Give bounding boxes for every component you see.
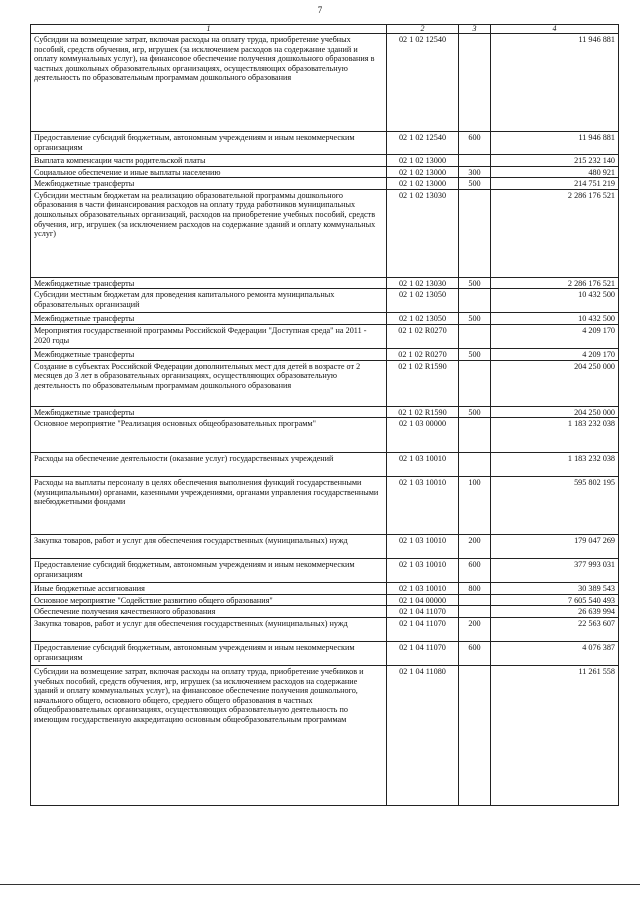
row-sum: 2 286 176 521	[491, 277, 619, 289]
row-type: 500	[459, 277, 491, 289]
table-row	[31, 277, 619, 289]
table-row	[31, 132, 619, 155]
row-sum: 4 209 170	[491, 324, 619, 348]
row-name: Предоставление субсидий бюджетным, автономным учреждениям и иным некоммерческим организациям	[31, 132, 387, 155]
row-sum: 10 432 500	[491, 313, 619, 325]
row-type: 200	[459, 617, 491, 641]
row-type	[459, 453, 491, 477]
table-row	[31, 535, 619, 559]
row-type: 200	[459, 535, 491, 559]
row-sum: 377 993 031	[491, 559, 619, 583]
table-row	[31, 406, 619, 418]
row-name: Межбюджетные трансферты	[31, 313, 387, 325]
table-row	[31, 34, 619, 132]
row-sum: 204 250 000	[491, 360, 619, 406]
table-row	[31, 559, 619, 583]
table-row	[31, 477, 619, 535]
row-type: 100	[459, 477, 491, 535]
row-name: Субсидии на возмещение затрат, включая расходы на оплату труда, приобретение учебных пособий, средств обучения, игр, игрушек (за исключением расходов на содержание зданий и оплату коммунальных услуг), на финансовое обеспечение получения дошкольного образования в частных дошкольных образовательных организациях, осуществляющих образовательную деятельность по образовательным программам дошкольного образования	[31, 34, 387, 132]
row-name: Иные бюджетные ассигнования	[31, 583, 387, 595]
row-sum: 204 250 000	[491, 406, 619, 418]
table-row	[31, 348, 619, 360]
row-name: Межбюджетные трансферты	[31, 348, 387, 360]
row-sum: 179 047 269	[491, 535, 619, 559]
row-code: 02 1 04 11070	[387, 606, 459, 618]
row-code: 02 1 02 13030	[387, 189, 459, 277]
row-type: 600	[459, 641, 491, 665]
row-name: Закупка товаров, работ и услуг для обеспечения государственных (муниципальных) нужд	[31, 617, 387, 641]
column-number-type: 3	[459, 25, 491, 34]
row-sum: 214 751 219	[491, 178, 619, 190]
row-sum: 11 261 558	[491, 665, 619, 805]
row-code: 02 1 02 R0270	[387, 324, 459, 348]
row-sum: 7 605 540 493	[491, 594, 619, 606]
row-code: 02 1 03 10010	[387, 583, 459, 595]
row-type: 600	[459, 559, 491, 583]
row-sum: 26 639 994	[491, 606, 619, 618]
table-row	[31, 641, 619, 665]
row-name: Основное мероприятие "Реализация основных общеобразовательных программ"	[31, 418, 387, 453]
page-number: 7	[317, 5, 323, 15]
row-name: Создание в субъектах Российской Федерации дополнительных мест для детей в возрасте от 2 месяцев до 3 лет в образовательных организациях, осуществляющих образовательную деятельность по образовательным программам дошкольного образования	[31, 360, 387, 406]
bottom-rule	[0, 884, 640, 885]
column-number-code: 2	[387, 25, 459, 34]
row-type: 500	[459, 313, 491, 325]
table-row	[31, 189, 619, 277]
row-type	[459, 34, 491, 132]
row-type	[459, 418, 491, 453]
row-name: Межбюджетные трансферты	[31, 406, 387, 418]
row-sum: 480 921	[491, 166, 619, 178]
row-sum: 11 946 881	[491, 132, 619, 155]
table-row	[31, 313, 619, 325]
row-name: Предоставление субсидий бюджетным, автономным учреждениям и иным некоммерческим организациям	[31, 641, 387, 665]
table-row	[31, 594, 619, 606]
row-sum: 4 209 170	[491, 348, 619, 360]
row-type	[459, 155, 491, 167]
row-code: 02 1 04 00000	[387, 594, 459, 606]
table-row	[31, 617, 619, 641]
row-name: Межбюджетные трансферты	[31, 277, 387, 289]
row-code: 02 1 03 10010	[387, 477, 459, 535]
row-code: 02 1 02 12540	[387, 34, 459, 132]
row-code: 02 1 02 13000	[387, 178, 459, 190]
row-type	[459, 665, 491, 805]
row-code: 02 1 02 13000	[387, 155, 459, 167]
row-code: 02 1 03 10010	[387, 453, 459, 477]
row-code: 02 1 02 R1590	[387, 406, 459, 418]
row-sum: 30 389 543	[491, 583, 619, 595]
row-sum: 1 183 232 038	[491, 418, 619, 453]
row-type: 500	[459, 178, 491, 190]
table-row	[31, 155, 619, 167]
row-name: Предоставление субсидий бюджетным, автономным учреждениям и иным некоммерческим организациям	[31, 559, 387, 583]
table-row	[31, 665, 619, 805]
row-sum: 10 432 500	[491, 289, 619, 313]
row-sum: 2 286 176 521	[491, 189, 619, 277]
row-code: 02 1 02 13000	[387, 166, 459, 178]
row-name: Обеспечение получения качественного образования	[31, 606, 387, 618]
row-sum: 1 183 232 038	[491, 453, 619, 477]
row-name: Мероприятия государственной программы Российской Федерации "Доступная среда" на 2011 - 2020 годы	[31, 324, 387, 348]
row-name: Закупка товаров, работ и услуг для обеспечения государственных (муниципальных) нужд	[31, 535, 387, 559]
row-name: Субсидии местным бюджетам на реализацию образовательной программы дошкольного образования в части финансирования расходов на оплату труда работников муниципальных дошкольных образовательных организаций, расходов на приобретение учебных пособий, средств обучения, игр, игрушек (за исключением расходов на содержание зданий и оплату коммунальных услуг)	[31, 189, 387, 277]
row-name: Субсидии местным бюджетам для проведения капитального ремонта муниципальных образовательных организаций	[31, 289, 387, 313]
row-name: Расходы на обеспечение деятельности (оказание услуг) государственных учреждений	[31, 453, 387, 477]
table-row	[31, 166, 619, 178]
row-code: 02 1 02 12540	[387, 132, 459, 155]
row-type: 500	[459, 406, 491, 418]
row-name: Расходы на выплаты персоналу в целях обеспечения выполнения функций государственными (муниципальными) органами, казенными учреждениями, органами управления государственными внебюджетными фондами	[31, 477, 387, 535]
row-code: 02 1 03 00000	[387, 418, 459, 453]
row-code: 02 1 04 11070	[387, 641, 459, 665]
row-code: 02 1 02 13050	[387, 313, 459, 325]
row-name: Выплата компенсации части родительской платы	[31, 155, 387, 167]
row-name: Субсидии на возмещение затрат, включая расходы на оплату труда, приобретение учебников и учебных пособий, средств обучения, игр, игрушек (за исключением расходов на содержание зданий и оплату коммунальных услуг), на финансовое обеспечение получения дошкольного, начального общего, основного общего, среднего общего образования в частных общеобразовательных организациях, осуществляющих образовательную деятельность по имеющим государственную аккредитацию основным общеобразовательным программам	[31, 665, 387, 805]
row-type	[459, 594, 491, 606]
row-type: 600	[459, 132, 491, 155]
column-number-name: 1	[31, 25, 387, 34]
row-sum: 215 232 140	[491, 155, 619, 167]
row-code: 02 1 04 11070	[387, 617, 459, 641]
table-row	[31, 418, 619, 453]
row-sum: 11 946 881	[491, 34, 619, 132]
row-type	[459, 360, 491, 406]
row-name: Межбюджетные трансферты	[31, 178, 387, 190]
table-row	[31, 360, 619, 406]
row-code: 02 1 02 R1590	[387, 360, 459, 406]
row-type	[459, 189, 491, 277]
row-type: 800	[459, 583, 491, 595]
row-type: 300	[459, 166, 491, 178]
row-code: 02 1 03 10010	[387, 559, 459, 583]
row-name: Основное мероприятие "Содействие развитию общего образования"	[31, 594, 387, 606]
row-code: 02 1 02 13030	[387, 277, 459, 289]
column-number-row	[31, 25, 619, 34]
row-code: 02 1 03 10010	[387, 535, 459, 559]
table-row	[31, 453, 619, 477]
table-row	[31, 583, 619, 595]
row-sum: 4 076 387	[491, 641, 619, 665]
table-row	[31, 178, 619, 190]
row-code: 02 1 02 R0270	[387, 348, 459, 360]
row-name: Социальное обеспечение и иные выплаты населению	[31, 166, 387, 178]
table-row	[31, 289, 619, 313]
table-row	[31, 324, 619, 348]
row-type: 500	[459, 348, 491, 360]
row-code: 02 1 02 13050	[387, 289, 459, 313]
row-type	[459, 289, 491, 313]
column-number-sum: 4	[491, 25, 619, 34]
row-type	[459, 324, 491, 348]
row-sum: 595 802 195	[491, 477, 619, 535]
row-code: 02 1 04 11080	[387, 665, 459, 805]
row-sum: 22 563 607	[491, 617, 619, 641]
table-row	[31, 606, 619, 618]
budget-table	[30, 24, 619, 806]
row-type	[459, 606, 491, 618]
